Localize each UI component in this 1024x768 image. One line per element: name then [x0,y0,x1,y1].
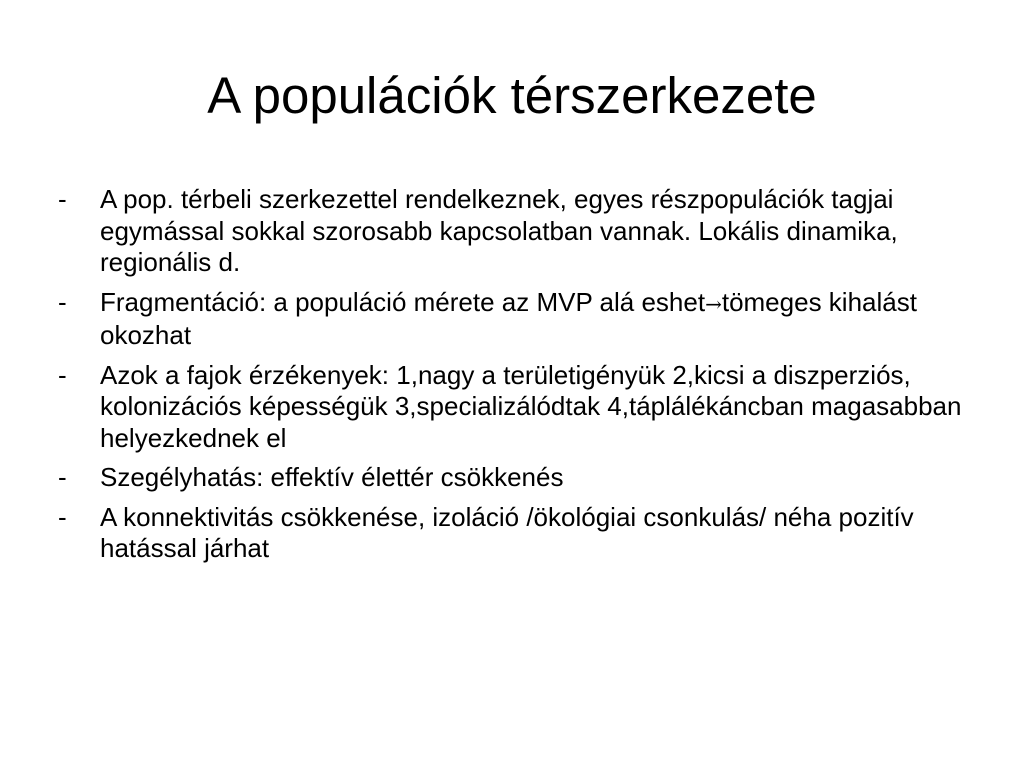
bullet-list [58,184,968,573]
bullet-item-fragmentation [58,287,968,352]
bullet-marker: - [58,286,67,317]
right-arrow-icon: → [705,291,722,316]
bullet-item-connectivity [58,502,968,565]
bullet-text: A konnektivitás csökkenése, izoláció /ökológiai csonkulás/ néha pozitív hatással járhat [100,501,914,563]
bullet-text [100,287,968,352]
bullet-marker: - [58,184,67,214]
bullet-item-sensitive-species [58,360,968,455]
slide-title: A populációk térszerkezete [207,67,817,124]
bullet-marker: - [58,359,67,390]
bullet-text: A pop. térbeli szerkezettel rendelkeznek, egyes részpopulációk tagjai egymással sokkal szorosabb kapcsolatban vannak. Lokális dinamika, regionális d. [100,184,898,277]
bullet-text-before: Fragmentáció: a populáció mérete az MVP alá eshet [100,286,706,317]
bullet-item-pop-structure [58,184,968,279]
bullet-text-after: tömeges kihalást okozhat [100,286,917,350]
bullet-marker: - [58,462,67,492]
bullet-text: Azok a fajok érzékenyek: 1,nagy a területigényük 2,kicsi a diszperziós, kolonizációs képességük 3,specializálódtak 4,táplálékáncban magasabban helyezkednek el [100,359,962,453]
bullet-item-edge-effect [58,462,968,494]
bullet-text: Szegélyhatás: effektív élettér csökkenés [100,462,564,492]
bullet-marker: - [58,501,67,532]
